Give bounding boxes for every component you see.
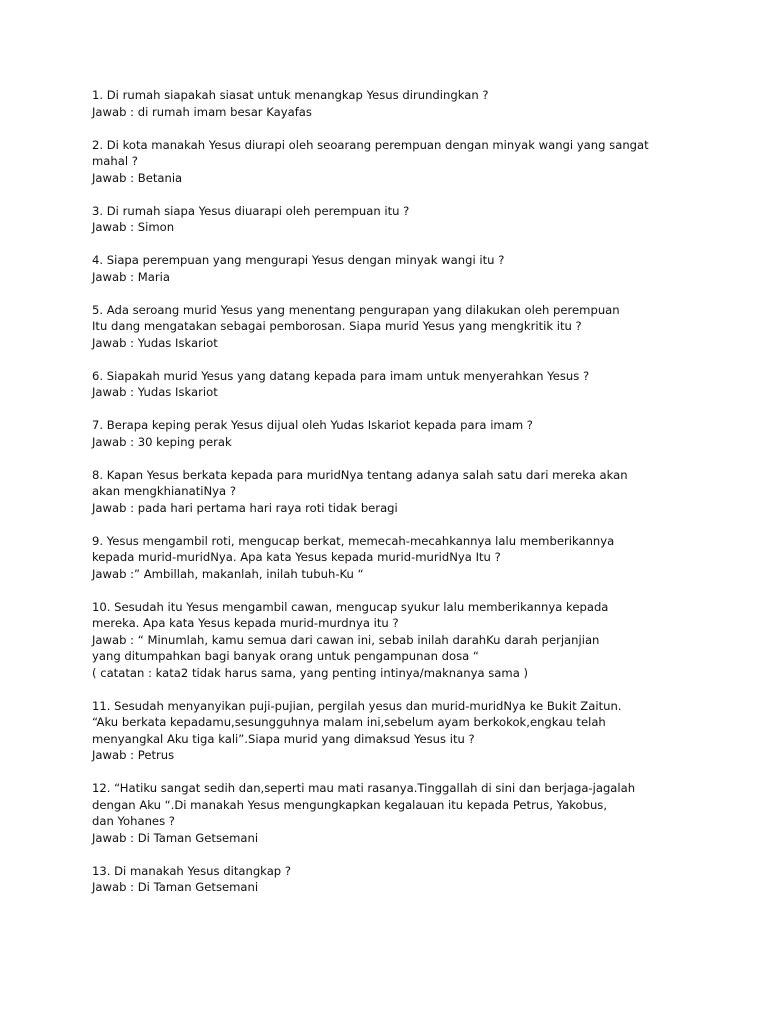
- question-line: 7. Berapa keping perak Yesus dijual oleh Yudas Iskariot kepada para imam ?: [92, 418, 533, 432]
- question-line: 11. Sesudah menyanyikan puji-pujian, pergilah yesus dan murid-muridNya ke Bukit Zaitun.: [92, 698, 622, 713]
- question-line: 4. Siapa perempuan yang mengurapi Yesus dengan minyak wangi itu ?: [92, 253, 505, 267]
- question-line: 2. Di kota manakah Yesus diurapi oleh seoarang perempuan dengan minyak wangi yang sangat: [92, 137, 649, 152]
- question-line: “Aku berkata kepadamu,sesungguhnya malam ini,sebelum ayam berkokok,engkau telah: [92, 715, 606, 729]
- answer-line: Jawab : Di Taman Getsemani: [92, 830, 259, 845]
- qa-item-12: [92, 780, 682, 846]
- qa-item-13: [92, 863, 682, 896]
- question-line: mereka. Apa kata Yesus kepada murid-murdnya itu ?: [92, 616, 399, 630]
- note-line: ( catatan : kata2 tidak harus sama, yang penting intinya/maknanya sama ): [92, 665, 529, 680]
- qa-item-4: [92, 252, 682, 285]
- qa-item-9: [92, 533, 682, 583]
- question-line: 5. Ada seroang murid Yesus yang menentang pengurapan yang dilakukan oleh perempuan: [92, 302, 620, 317]
- qa-item-8: [92, 467, 682, 517]
- answer-line: Jawab : Di Taman Getsemani: [92, 880, 259, 894]
- qa-item-11: [92, 698, 682, 764]
- answer-line: Jawab : pada hari pertama hari raya roti tidak beragi: [92, 500, 398, 515]
- question-line: 10. Sesudah itu Yesus mengambil cawan, mengucap syukur lalu memberikannya kepada: [92, 599, 609, 614]
- question-line: mahal ?: [92, 154, 138, 168]
- question-line: 6. Siapakah murid Yesus yang datang kepada para imam untuk menyerahkan Yesus ?: [92, 368, 590, 383]
- question-line: kepada murid-muridNya. Apa kata Yesus kepada murid-muridNya Itu ?: [92, 550, 501, 564]
- answer-line: yang ditumpahkan bagi banyak orang untuk pengampunan dosa “: [92, 649, 479, 663]
- answer-line: Jawab : Simon: [92, 220, 175, 234]
- question-line: 12. “Hatiku sangat sedih dan,seperti mau mati rasanya.Tinggallah di sini dan berjaga-jagalah: [92, 781, 636, 795]
- document-body: [92, 87, 682, 912]
- qa-item-7: [92, 417, 682, 450]
- qa-item-5: [92, 302, 682, 352]
- answer-line: Jawab : Maria: [92, 269, 170, 284]
- question-line: Itu dang mengatakan sebagai pemborosan. Siapa murid Yesus yang mengkritik itu ?: [92, 319, 582, 333]
- answer-line: Jawab :” Ambillah, makanlah, inilah tubuh-Ku “: [92, 566, 364, 581]
- qa-item-3: [92, 203, 682, 236]
- question-line: 9. Yesus mengambil roti, mengucap berkat, memecah-mecahkannya lalu memberikannya: [92, 533, 615, 548]
- qa-item-6: [92, 368, 682, 401]
- question-line: 13. Di manakah Yesus ditangkap ?: [92, 863, 291, 878]
- question-line: menyangkal Aku tiga kali”.Siapa murid yang dimaksud Yesus itu ?: [92, 731, 475, 746]
- question-line: 1. Di rumah siapakah siasat untuk menangkap Yesus dirundingkan ?: [92, 88, 489, 102]
- answer-line: Jawab : Betania: [92, 170, 183, 185]
- question-line: 8. Kapan Yesus berkata kepada para muridNya tentang adanya salah satu dari mereka akan: [92, 467, 628, 482]
- qa-item-10: [92, 599, 682, 682]
- question-line: dan Yohanes ?: [92, 814, 175, 828]
- answer-line: Jawab : Yudas Iskariot: [92, 335, 218, 350]
- qa-item-1: [92, 87, 682, 120]
- answer-line: Jawab : “ Minumlah, kamu semua dari cawan ini, sebab inilah darahKu darah perjanjian: [92, 632, 600, 647]
- question-line: 3. Di rumah siapa Yesus diuarapi oleh perempuan itu ?: [92, 203, 410, 218]
- answer-line: Jawab : Yudas Iskariot: [92, 385, 218, 399]
- answer-line: Jawab : Petrus: [92, 748, 175, 762]
- answer-line: Jawab : 30 keping perak: [92, 434, 232, 449]
- qa-item-2: [92, 137, 682, 187]
- question-line: akan mengkhianatiNya ?: [92, 484, 236, 498]
- answer-line: Jawab : di rumah imam besar Kayafas: [92, 104, 312, 119]
- question-line: dengan Aku “.Di manakah Yesus mengungkapkan kegalauan itu kepada Petrus, Yakobus,: [92, 797, 608, 812]
